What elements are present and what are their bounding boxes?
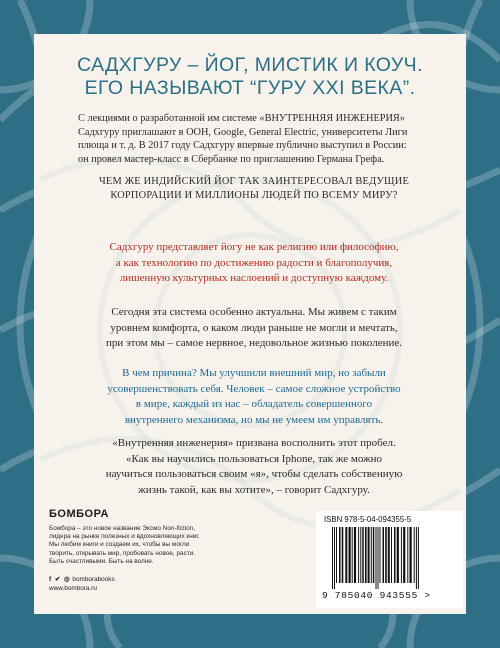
red-line: лишенную культурных наслоений и доступную каждому. — [119, 272, 389, 284]
publisher-blurb — [49, 525, 289, 566]
barcode-bar — [336, 527, 337, 583]
barcode-bar — [418, 527, 419, 589]
headline — [0, 54, 500, 100]
blue-line: В чем причина? Мы улучшили внешний мир, но забыли — [122, 367, 386, 379]
closing-paragraph — [78, 436, 430, 498]
barcode-bar — [416, 527, 417, 589]
red-line: Садхгуру представляет йогу не как религию или философию, — [109, 241, 399, 253]
closing-line: научиться пользоваться своим «я», чтобы сделать собственную — [105, 468, 403, 480]
today-line: Сегодня эта система особенно актуальна. Мы живем с таким — [111, 306, 397, 318]
barcode-bar — [332, 527, 333, 589]
intro-line: плюща и т. д. В 2017 году Садхгуру впервые публично выступил в России: — [78, 140, 407, 152]
barcode-bar — [334, 527, 335, 589]
barcode-bar — [378, 527, 379, 589]
blurb-line: творить, открывать мир, пробовать новое, расти. — [49, 549, 196, 557]
intro-line: Садхгуру приглашают в ООН, Google, General Electric, университеты Лиги — [78, 126, 408, 138]
ean-number: 9 785040 943555 > — [322, 590, 431, 601]
barcode-bar — [401, 527, 402, 583]
barcode-bar — [358, 527, 359, 583]
barcode-bar — [368, 527, 370, 583]
barcode-bar — [407, 527, 408, 583]
isbn-label: ISBN 978-5-04-094355-5 — [324, 515, 412, 524]
today-line: уровнем комфорта, о каком люди раньше не могли и мечтать, — [110, 321, 398, 334]
barcode-bar — [397, 527, 399, 583]
headline-line-2: ЕГО НАЗЫВАЮТ “ГУРУ XXI ВЕКА”. — [84, 77, 416, 99]
barcode-bar — [349, 527, 351, 583]
barcode-bar — [414, 527, 415, 583]
barcode-bar — [410, 527, 412, 583]
question-paragraph — [78, 175, 430, 203]
question-line: КОРПОРАЦИИ И МИЛЛИОНЫ ЛЮДЕЙ ПО ВСЕМУ МИРУ? — [110, 190, 398, 201]
question-line: ЧЕМ ЖЕ ИНДИЙСКИЙ ЙОГ ТАК ЗАИНТЕРЕСОВАЛ ВЕДУЩИЕ — [98, 176, 409, 187]
blurb-line: Быть счастливыми. Быть на волне. — [49, 557, 154, 565]
blurb-line: Мы любим книги и создаем их, чтобы вы могли — [49, 541, 190, 549]
barcode-bar — [403, 527, 405, 583]
blue-line: внутреннего механизма, но мы не умеем им управлять. — [124, 413, 384, 426]
barcode-bar — [391, 527, 392, 583]
barcode-bar — [365, 527, 367, 583]
highlight-paragraph-blue — [78, 366, 430, 428]
barcode-bar — [385, 527, 387, 583]
barcode-bar — [383, 527, 385, 583]
barcode-bar — [376, 527, 377, 589]
barcode-bar — [360, 527, 361, 583]
blue-line: усовершенствовать себя. Человек – самое сложное устройство — [107, 382, 401, 395]
publisher-logo: БОМБОРА — [49, 508, 109, 520]
publisher-website: www.bombora.ru — [49, 584, 97, 592]
barcode — [332, 527, 458, 589]
headline-line-1: САДХГУРУ – ЙОГ, МИСТИК И КОУЧ. — [77, 54, 423, 76]
blurb-line: Бомбора – это новое название Эксмо Non-fiction, — [49, 525, 196, 532]
barcode-bar — [371, 527, 372, 583]
barcode-bar — [362, 527, 364, 583]
intro-paragraph — [78, 112, 430, 166]
blurb-line: лидера на рынке полезных и вдохновляющих книг. — [49, 533, 200, 541]
barcode-bar — [352, 527, 353, 583]
social-icons: f ✔ ◎ — [49, 576, 71, 583]
social-handle: bomborabooks — [72, 576, 115, 583]
barcode-bar — [345, 527, 347, 583]
intro-line: он провел мастер-класс в Сбербанке по приглашению Германа Грефа. — [78, 153, 385, 165]
barcode-bar — [354, 527, 356, 583]
highlight-paragraph-red — [78, 240, 430, 287]
barcode-bar — [373, 527, 375, 583]
today-line: при этом мы – самое нервное, недовольное жизнью поколение. — [105, 337, 403, 349]
blue-line: в мире, каждый из нас – обладатель совершенного — [135, 398, 373, 410]
barcode-bar — [339, 527, 341, 583]
publisher-social — [49, 576, 115, 593]
barcode-bar — [388, 527, 390, 583]
closing-line: жизнь такой, как вы хотите», – говорит Садхгуру. — [138, 483, 370, 496]
barcode-bar — [342, 527, 344, 583]
barcode-bar — [380, 527, 381, 583]
intro-line: С лекциями о разработанной им системе «ВНУТРЕННЯЯ ИНЖЕНЕРИЯ» — [78, 113, 405, 124]
closing-line: «Как вы научились пользоваться Iphone, так же можно — [125, 452, 383, 465]
today-paragraph — [78, 305, 430, 352]
red-line: а как технологию по достижению радости и благополучия, — [115, 256, 393, 269]
closing-line: «Внутренняя инженерия» призвана восполнить этот пробел. — [112, 437, 396, 449]
barcode-bar — [394, 527, 396, 583]
